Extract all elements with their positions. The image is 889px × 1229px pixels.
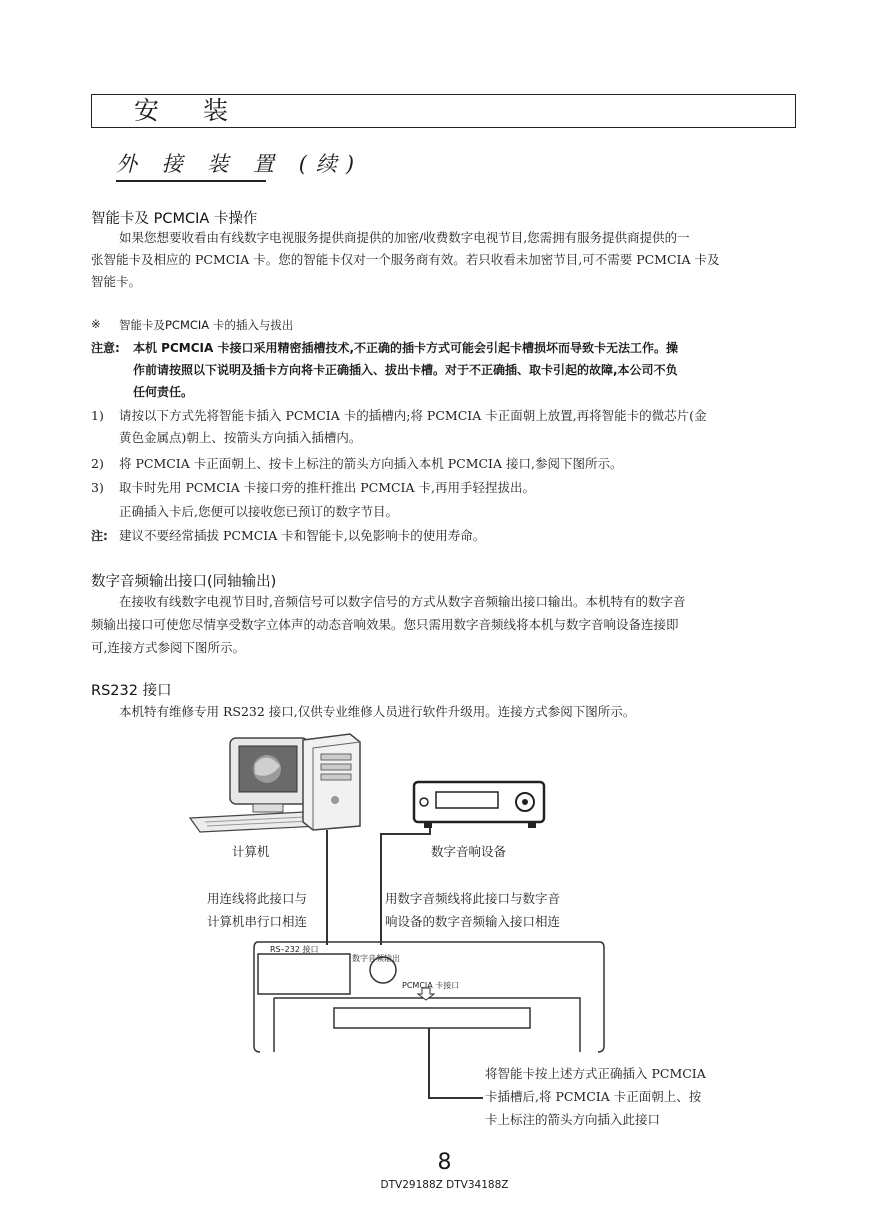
step-2-line1: 将 PCMCIA 卡正面朝上、按卡上标注的箭头方向插入本机 PCMCIA 接口,参阅下图所示。 [119,456,623,471]
pcmcia-callout-horizontal [428,1097,483,1099]
step-2-num: 2) [91,456,104,471]
caution-line1: 本机 PCMCIA 卡接口采用精密插槽技术,不正确的插卡方式可能会引起卡槽损坏而导致卡无法工作。操 [133,341,679,355]
tower-icon [303,734,360,830]
digital-out-label: 数字音频输出 [352,954,400,963]
pcmcia-slot [334,1008,530,1028]
audio-line3: 可,连接方式参阅下图所示。 [91,640,245,655]
section-subtitle: 外 接 装 置 (续) [116,152,364,176]
audio-line1: 在接收有线数字电视节目时,音频信号可以数字信号的方式从数字音频输出接口输出。本机特有的数字音 [119,594,686,609]
rs232-port [258,954,350,994]
monitor-icon [230,738,308,812]
computer-label: 计算机 [232,844,270,859]
caution-label: 注意: [91,341,120,355]
audio-cable-vertical [380,833,382,945]
rs232-line1: 本机特有维修专用 RS232 接口,仅供专业维修人员进行软件升级用。连接方式参阅下图所示。 [119,704,636,719]
caution-line3: 任何责任。 [133,385,194,399]
model-number: DTV29188Z DTV34188Z [380,1179,509,1191]
note-title: 智能卡及PCMCIA 卡的插入与拔出 [119,318,294,332]
audio-heading: 数字音频输出接口(同轴输出) [91,574,277,590]
keyboard-icon [190,812,320,832]
audio-line2: 频输出接口可使您尽情享受数字立体声的动态音响效果。您只需用数字音频线将本机与数字音响设备连接即 [91,617,679,632]
left-caption-line2: 计算机串行口相连 [207,914,308,929]
smartcard-para-line3: 智能卡。 [91,274,142,289]
audio-receiver-illustration [410,778,550,830]
section-title-box [91,94,796,128]
caution-line2: 作前请按照以下说明及插卡方向将卡正确插入、拔出卡槽。对于不正确插、取卡引起的故障,本公司不负 [133,363,678,377]
after-steps-text: 正确插入卡后,您便可以接收您已预订的数字节目。 [119,504,398,519]
right-caption-line1: 用数字音频线将此接口与数字音 [385,891,561,906]
section-title: 安 装 [134,96,246,125]
smartcard-para-line2: 张智能卡及相应的 PCMCIA 卡。您的智能卡仅对一个服务商有效。若只收看未加密节目,可不需要 PCMCIA 卡及 [91,252,720,267]
bottom-caption-line3: 卡上标注的箭头方向插入此接口 [485,1112,661,1127]
smartcard-para-line1: 如果您想要收看由有线数字电视服务提供商提供的加密/收费数字电视节目,您需拥有服务提供商提供的一 [119,230,690,245]
tv-rear-panel [250,938,610,1060]
tip-text: 建议不要经常插拔 PCMCIA 卡和智能卡,以免影响卡的使用寿命。 [119,528,486,543]
pcmcia-label: PCMCIA 卡接口 [402,981,460,990]
audio-cable-horizontal [380,833,431,835]
pcmcia-callout-vertical [428,1028,430,1098]
bottom-caption-line1: 将智能卡按上述方式正确插入 PCMCIA [485,1066,706,1081]
step-1-num: 1) [91,408,104,423]
left-caption-line1: 用连线将此接口与 [207,891,308,906]
right-caption-line2: 响设备的数字音频输入接口相连 [385,914,561,929]
page-number: 8 [437,1150,452,1175]
rs232-cable-line [326,830,328,945]
rs232-port-label: RS–232 接口 [270,945,319,954]
step-1-line2: 黄色金属点)朝上、按箭头方向插入插槽内。 [119,430,362,445]
step-1-line1: 请按以下方式先将智能卡插入 PCMCIA 卡的插槽内;将 PCMCIA 卡正面朝上放置,再将智能卡的微芯片(金 [119,408,707,423]
step-3-line1: 取卡时先用 PCMCIA 卡接口旁的推杆推出 PCMCIA 卡,再用手轻捏拔出。 [119,480,535,495]
computer-illustration [185,730,375,835]
bottom-caption-line2: 卡插槽后,将 PCMCIA 卡正面朝上、按 [485,1089,702,1104]
note-mark: ※ [91,317,101,331]
subtitle-underline [116,180,266,182]
step-3-num: 3) [91,480,104,495]
smartcard-heading: 智能卡及 PCMCIA 卡操作 [91,211,258,227]
rs232-heading: RS232 接口 [91,683,172,699]
tip-label: 注: [91,529,108,543]
audio-device-label: 数字音响设备 [431,844,507,859]
